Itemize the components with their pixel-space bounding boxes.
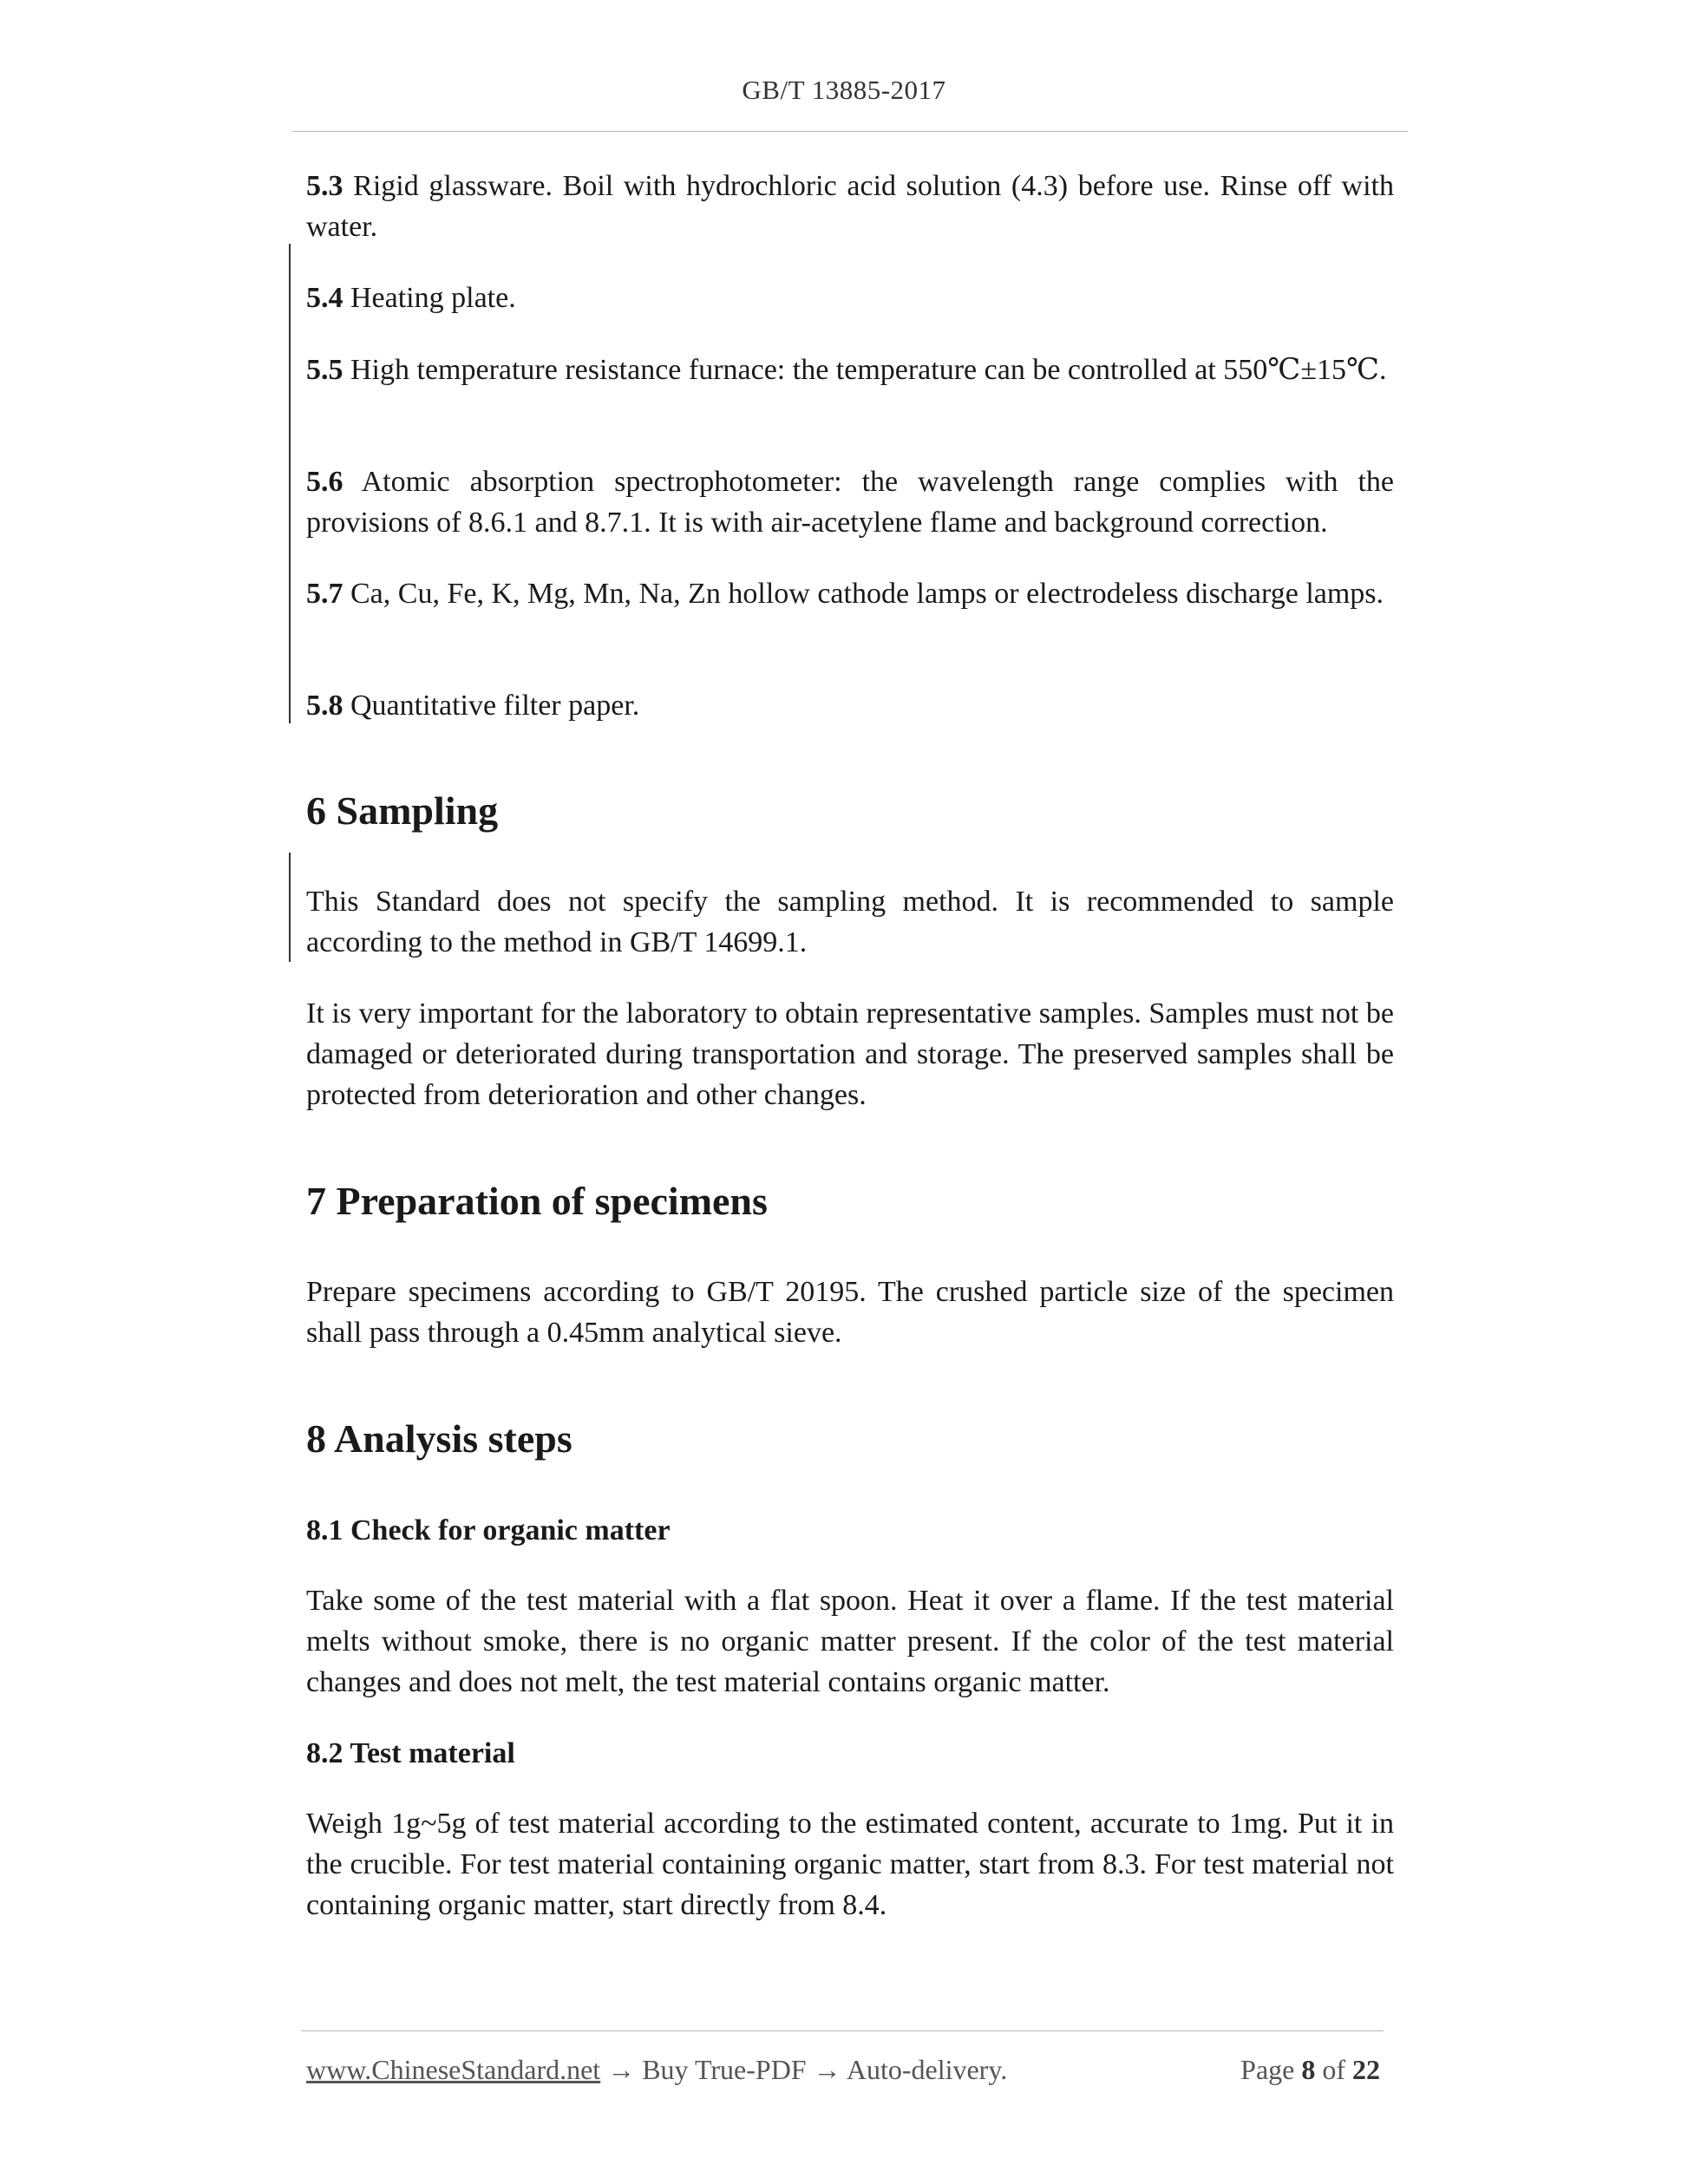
of-label: of (1322, 2054, 1345, 2085)
website-link[interactable]: www.ChineseStandard.net (306, 2054, 601, 2085)
clause-text: Rigid glassware. Boil with hydrochloric acid solution (4.3) before use. Rinse off with water. (306, 170, 1394, 243)
subsection-8-2-heading: 8.2 Test material (306, 1737, 515, 1769)
revision-change-bar (289, 244, 291, 723)
page-footer (306, 2052, 1380, 2087)
clause-text: Heating plate. (350, 282, 516, 314)
footer-divider (301, 2030, 1384, 2031)
clause-number: 5.3 (306, 170, 343, 202)
clause-5-8 (306, 685, 1394, 726)
page-total: 22 (1352, 2054, 1380, 2085)
page-indicator (1240, 2052, 1380, 2087)
clause-text: Quantitative filter paper. (350, 690, 640, 722)
section-7-heading: 7 Preparation of specimens (306, 1179, 768, 1223)
clause-text: Atomic absorption spectrophotometer: the wavelength range complies with the provisions of 8.6.1 and 8.7.1. It is with air-acetylene flame and background correction. (306, 466, 1395, 539)
clause-text: High temperature resistance furnace: the temperature can be controlled at 550℃±15℃. (350, 354, 1387, 386)
header-divider (292, 131, 1408, 132)
arrow-right-icon: → (607, 2054, 636, 2085)
buy-true-pdf-text: Buy True-PDF (642, 2054, 807, 2085)
auto-delivery-text: Auto-delivery. (846, 2054, 1008, 2085)
subsection-8-1-paragraph: Take some of the test material with a flat spoon. Heat it over a flame. If the test material melts without smoke, there is no organic matter present. If the color of the test material changes and does not melt, the test material contains organic matter. (306, 1585, 1394, 1698)
section-7-paragraph: Prepare specimens according to GB/T 20195. The crushed particle size of the specimen shall pass through a 0.45mm analytical sieve. (306, 1276, 1394, 1349)
clause-text: Ca, Cu, Fe, K, Mg, Mn, Na, Zn hollow cathode lamps or electrodeless discharge lamps. (350, 578, 1384, 610)
revision-change-bar (289, 853, 291, 962)
clause-number: 5.6 (306, 466, 343, 498)
clause-number: 5.5 (306, 354, 343, 386)
clause-5-3 (306, 166, 1394, 247)
page-label: Page (1240, 2054, 1295, 2085)
clause-number: 5.8 (306, 690, 343, 722)
clause-5-5 (306, 350, 1394, 390)
section-8-heading: 8 Analysis steps (306, 1416, 572, 1461)
clause-number: 5.7 (306, 578, 343, 610)
section-6-paragraph: This Standard does not specify the sampling method. It is recommended to sample according to the method in GB/T 14699.1. (306, 886, 1394, 958)
arrow-right-icon: → (813, 2054, 841, 2085)
section-6-heading: 6 Sampling (306, 788, 499, 833)
document-header-title: GB/T 13885-2017 (742, 75, 946, 105)
clause-5-7 (306, 573, 1394, 614)
clause-number: 5.4 (306, 282, 343, 314)
clause-5-4 (306, 278, 1394, 318)
subsection-8-2-paragraph: Weigh 1g~5g of test material according to the estimated content, accurate to 1mg. Put it in the crucible. For test material containing organic matter, start from 8.3. For test material not containing organic matter, start directly from 8.4. (306, 1808, 1394, 1921)
page-number: 8 (1301, 2054, 1316, 2085)
clause-5-6 (306, 461, 1394, 543)
subsection-8-1-heading: 8.1 Check for organic matter (306, 1514, 671, 1546)
section-6-paragraph: It is very important for the laboratory to obtain representative samples. Samples must not be damaged or deteriorated during transportation and storage. The preserved samples shall be protected from deterioration and other changes. (306, 997, 1394, 1111)
